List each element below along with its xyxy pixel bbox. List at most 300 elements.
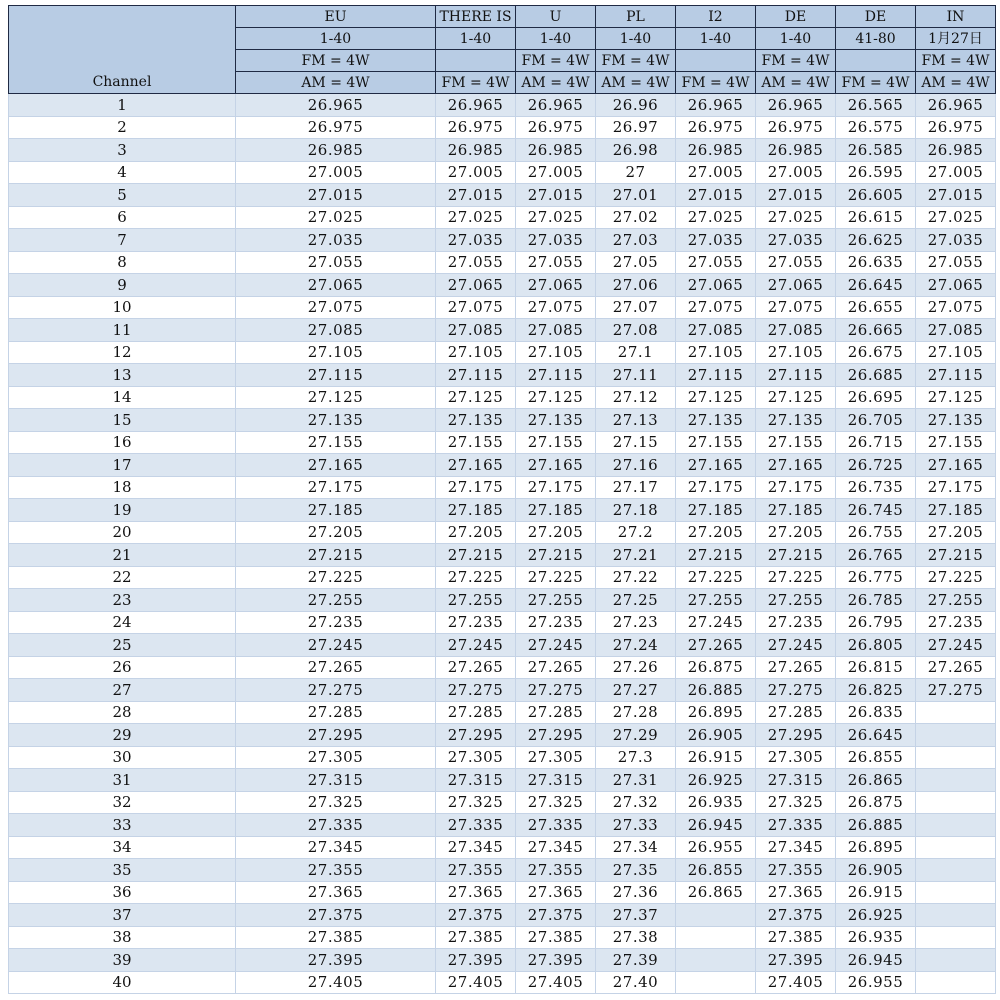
column-power-header-bottom: AM = 4W bbox=[596, 72, 676, 94]
frequency-cell: 26.595 bbox=[836, 161, 916, 184]
channel-number-cell: 37 bbox=[9, 904, 236, 927]
channel-number-cell: 18 bbox=[9, 476, 236, 499]
frequency-cell bbox=[916, 769, 996, 792]
column-range-header: 1-40 bbox=[236, 28, 436, 50]
frequency-cell: 27.035 bbox=[756, 229, 836, 252]
column-power-header-bottom: AM = 4W bbox=[516, 72, 596, 94]
channel-number-cell: 21 bbox=[9, 544, 236, 567]
frequency-cell: 27.385 bbox=[516, 926, 596, 949]
frequency-cell: 27.075 bbox=[436, 296, 516, 319]
frequency-cell: 27.025 bbox=[516, 206, 596, 229]
table-row bbox=[9, 431, 996, 454]
table-row bbox=[9, 949, 996, 972]
frequency-cell: 27.405 bbox=[516, 971, 596, 994]
frequency-cell: 27.365 bbox=[516, 881, 596, 904]
frequency-cell: 27.405 bbox=[436, 971, 516, 994]
frequency-cell: 27.035 bbox=[236, 229, 436, 252]
frequency-cell: 27.185 bbox=[676, 499, 756, 522]
column-region-header: EU bbox=[236, 6, 436, 28]
frequency-cell: 27.135 bbox=[916, 409, 996, 432]
frequency-cell: 27.345 bbox=[516, 836, 596, 859]
frequency-cell: 27.035 bbox=[916, 229, 996, 252]
frequency-cell: 27.315 bbox=[436, 769, 516, 792]
frequency-cell: 27.245 bbox=[236, 634, 436, 657]
frequency-cell: 27.275 bbox=[436, 679, 516, 702]
table-row bbox=[9, 409, 996, 432]
frequency-cell: 26.705 bbox=[836, 409, 916, 432]
frequency-cell: 27.23 bbox=[596, 611, 676, 634]
frequency-cell: 27.305 bbox=[756, 746, 836, 769]
frequency-cell: 26.835 bbox=[836, 701, 916, 724]
frequency-cell: 26.915 bbox=[836, 881, 916, 904]
frequency-cell bbox=[916, 926, 996, 949]
table-row bbox=[9, 229, 996, 252]
frequency-cell: 27.335 bbox=[756, 814, 836, 837]
frequency-cell: 26.915 bbox=[676, 746, 756, 769]
frequency-cell: 27.395 bbox=[236, 949, 436, 972]
frequency-cell: 27.355 bbox=[236, 859, 436, 882]
frequency-cell: 26.975 bbox=[756, 116, 836, 139]
frequency-cell bbox=[916, 881, 996, 904]
frequency-cell: 26.97 bbox=[596, 116, 676, 139]
table-row bbox=[9, 454, 996, 477]
column-range-header: 1-40 bbox=[516, 28, 596, 50]
channel-number-cell: 29 bbox=[9, 724, 236, 747]
table-row bbox=[9, 859, 996, 882]
frequency-cell: 27.265 bbox=[916, 656, 996, 679]
table-row bbox=[9, 791, 996, 814]
frequency-cell: 27.175 bbox=[516, 476, 596, 499]
frequency-cell: 27.36 bbox=[596, 881, 676, 904]
frequency-cell: 27.245 bbox=[916, 634, 996, 657]
frequency-cell: 27.235 bbox=[916, 611, 996, 634]
table-row bbox=[9, 656, 996, 679]
frequency-cell: 27.225 bbox=[436, 566, 516, 589]
header-row-region bbox=[9, 6, 996, 28]
frequency-cell: 27.11 bbox=[596, 364, 676, 387]
channel-number-cell: 4 bbox=[9, 161, 236, 184]
frequency-cell: 26.575 bbox=[836, 116, 916, 139]
channel-number-cell: 14 bbox=[9, 386, 236, 409]
frequency-cell bbox=[916, 701, 996, 724]
channel-number-cell: 34 bbox=[9, 836, 236, 859]
frequency-cell: 26.96 bbox=[596, 94, 676, 117]
frequency-cell: 27.215 bbox=[676, 544, 756, 567]
frequency-cell: 27.365 bbox=[756, 881, 836, 904]
frequency-cell: 26.855 bbox=[836, 746, 916, 769]
frequency-cell: 27.125 bbox=[436, 386, 516, 409]
column-power-header-top bbox=[676, 50, 756, 72]
table-row bbox=[9, 341, 996, 364]
frequency-cell: 27.225 bbox=[676, 566, 756, 589]
frequency-cell: 26.955 bbox=[676, 836, 756, 859]
frequency-cell: 26.895 bbox=[676, 701, 756, 724]
table-row bbox=[9, 386, 996, 409]
channel-number-cell: 28 bbox=[9, 701, 236, 724]
frequency-cell bbox=[916, 724, 996, 747]
frequency-cell: 27.005 bbox=[516, 161, 596, 184]
channel-number-cell: 30 bbox=[9, 746, 236, 769]
frequency-cell: 27.265 bbox=[436, 656, 516, 679]
frequency-cell: 27.31 bbox=[596, 769, 676, 792]
frequency-cell: 27.06 bbox=[596, 274, 676, 297]
frequency-cell: 27.305 bbox=[436, 746, 516, 769]
channel-column-header: Channel bbox=[9, 6, 236, 94]
frequency-cell: 27.12 bbox=[596, 386, 676, 409]
frequency-cell: 26.645 bbox=[836, 274, 916, 297]
column-range-header: 1-40 bbox=[596, 28, 676, 50]
frequency-cell: 27.055 bbox=[676, 251, 756, 274]
frequency-cell: 27.275 bbox=[756, 679, 836, 702]
frequency-cell: 27.235 bbox=[436, 611, 516, 634]
frequency-cell: 27.245 bbox=[516, 634, 596, 657]
frequency-cell: 26.675 bbox=[836, 341, 916, 364]
frequency-cell: 27.345 bbox=[236, 836, 436, 859]
frequency-cell: 26.975 bbox=[676, 116, 756, 139]
frequency-cell: 26.925 bbox=[836, 904, 916, 927]
table-header bbox=[9, 6, 996, 94]
frequency-cell: 27.205 bbox=[516, 521, 596, 544]
frequency-cell: 27.115 bbox=[756, 364, 836, 387]
table-row bbox=[9, 881, 996, 904]
frequency-cell: 26.985 bbox=[236, 139, 436, 162]
channel-number-cell: 6 bbox=[9, 206, 236, 229]
frequency-cell: 27.40 bbox=[596, 971, 676, 994]
table-row bbox=[9, 724, 996, 747]
table-row bbox=[9, 566, 996, 589]
frequency-cell: 26.695 bbox=[836, 386, 916, 409]
frequency-cell: 27.225 bbox=[916, 566, 996, 589]
table-row bbox=[9, 499, 996, 522]
column-power-header-top: FM = 4W bbox=[756, 50, 836, 72]
frequency-cell: 27.015 bbox=[516, 184, 596, 207]
column-range-header: 1-40 bbox=[756, 28, 836, 50]
frequency-cell: 26.655 bbox=[836, 296, 916, 319]
column-region-header: U bbox=[516, 6, 596, 28]
frequency-cell: 27.085 bbox=[916, 319, 996, 342]
frequency-cell bbox=[916, 791, 996, 814]
frequency-cell: 27.015 bbox=[236, 184, 436, 207]
frequency-cell: 26.605 bbox=[836, 184, 916, 207]
frequency-cell: 27.08 bbox=[596, 319, 676, 342]
frequency-cell: 27.085 bbox=[436, 319, 516, 342]
frequency-cell: 27.21 bbox=[596, 544, 676, 567]
frequency-cell: 27.105 bbox=[236, 341, 436, 364]
channel-number-cell: 10 bbox=[9, 296, 236, 319]
frequency-cell: 27.125 bbox=[516, 386, 596, 409]
frequency-cell: 27.065 bbox=[236, 274, 436, 297]
frequency-cell: 27.185 bbox=[756, 499, 836, 522]
frequency-cell: 27.33 bbox=[596, 814, 676, 837]
frequency-cell: 27.085 bbox=[676, 319, 756, 342]
frequency-cell: 27.225 bbox=[516, 566, 596, 589]
frequency-cell: 27.135 bbox=[676, 409, 756, 432]
frequency-cell: 27.285 bbox=[436, 701, 516, 724]
frequency-cell: 27 bbox=[596, 161, 676, 184]
column-power-header-top bbox=[436, 50, 516, 72]
frequency-cell: 27.245 bbox=[436, 634, 516, 657]
frequency-cell: 27.275 bbox=[236, 679, 436, 702]
frequency-cell: 27.34 bbox=[596, 836, 676, 859]
column-region-header: DE bbox=[756, 6, 836, 28]
frequency-cell: 27.035 bbox=[436, 229, 516, 252]
frequency-cell: 27.255 bbox=[236, 589, 436, 612]
channel-number-cell: 15 bbox=[9, 409, 236, 432]
frequency-cell: 26.985 bbox=[756, 139, 836, 162]
frequency-cell: 27.065 bbox=[436, 274, 516, 297]
frequency-cell: 27.37 bbox=[596, 904, 676, 927]
column-power-header-top: FM = 4W bbox=[916, 50, 996, 72]
frequency-cell: 26.965 bbox=[436, 94, 516, 117]
channel-number-cell: 20 bbox=[9, 521, 236, 544]
frequency-cell: 26.865 bbox=[676, 881, 756, 904]
frequency-cell: 27.265 bbox=[676, 634, 756, 657]
table-row bbox=[9, 139, 996, 162]
frequency-cell: 27.085 bbox=[236, 319, 436, 342]
frequency-cell: 26.985 bbox=[516, 139, 596, 162]
table-row bbox=[9, 971, 996, 994]
frequency-cell: 27.265 bbox=[236, 656, 436, 679]
frequency-cell: 27.085 bbox=[516, 319, 596, 342]
frequency-cell: 27.155 bbox=[756, 431, 836, 454]
frequency-cell: 26.965 bbox=[676, 94, 756, 117]
frequency-cell: 27.2 bbox=[596, 521, 676, 544]
frequency-cell: 26.825 bbox=[836, 679, 916, 702]
frequency-cell: 27.165 bbox=[236, 454, 436, 477]
frequency-cell: 27.005 bbox=[676, 161, 756, 184]
frequency-cell: 27.065 bbox=[676, 274, 756, 297]
frequency-cell: 27.245 bbox=[756, 634, 836, 657]
frequency-cell: 27.26 bbox=[596, 656, 676, 679]
frequency-cell: 26.805 bbox=[836, 634, 916, 657]
frequency-cell: 27.105 bbox=[436, 341, 516, 364]
column-range-header: 1月27日 bbox=[916, 28, 996, 50]
frequency-cell: 27.355 bbox=[436, 859, 516, 882]
frequency-cell: 27.255 bbox=[676, 589, 756, 612]
frequency-cell bbox=[676, 949, 756, 972]
column-power-header-bottom: FM = 4W bbox=[676, 72, 756, 94]
table-row bbox=[9, 319, 996, 342]
frequency-cell: 26.585 bbox=[836, 139, 916, 162]
frequency-cell: 27.155 bbox=[916, 431, 996, 454]
column-power-header-bottom: AM = 4W bbox=[916, 72, 996, 94]
frequency-cell: 27.395 bbox=[436, 949, 516, 972]
frequency-cell: 26.975 bbox=[236, 116, 436, 139]
frequency-cell: 27.235 bbox=[756, 611, 836, 634]
frequency-cell: 27.175 bbox=[676, 476, 756, 499]
frequency-cell: 27.115 bbox=[236, 364, 436, 387]
frequency-cell: 26.905 bbox=[676, 724, 756, 747]
frequency-cell: 26.965 bbox=[916, 94, 996, 117]
channel-number-cell: 38 bbox=[9, 926, 236, 949]
table-body bbox=[9, 94, 996, 994]
channel-number-cell: 5 bbox=[9, 184, 236, 207]
frequency-cell: 27.335 bbox=[436, 814, 516, 837]
frequency-cell: 27.07 bbox=[596, 296, 676, 319]
frequency-cell: 27.13 bbox=[596, 409, 676, 432]
frequency-cell: 26.955 bbox=[836, 971, 916, 994]
frequency-cell bbox=[916, 814, 996, 837]
frequency-cell: 27.275 bbox=[916, 679, 996, 702]
frequency-cell: 27.025 bbox=[676, 206, 756, 229]
frequency-cell: 27.375 bbox=[436, 904, 516, 927]
column-power-header-top: FM = 4W bbox=[236, 50, 436, 72]
channel-number-cell: 31 bbox=[9, 769, 236, 792]
frequency-cell: 26.725 bbox=[836, 454, 916, 477]
frequency-cell: 27.105 bbox=[756, 341, 836, 364]
frequency-cell: 27.165 bbox=[916, 454, 996, 477]
frequency-cell: 26.875 bbox=[676, 656, 756, 679]
frequency-cell: 27.1 bbox=[596, 341, 676, 364]
frequency-cell: 27.025 bbox=[436, 206, 516, 229]
frequency-cell: 27.405 bbox=[756, 971, 836, 994]
table-row bbox=[9, 521, 996, 544]
frequency-cell: 27.215 bbox=[756, 544, 836, 567]
column-region-header: DE bbox=[836, 6, 916, 28]
frequency-cell bbox=[676, 926, 756, 949]
channel-number-cell: 11 bbox=[9, 319, 236, 342]
frequency-cell: 27.325 bbox=[236, 791, 436, 814]
frequency-cell: 27.355 bbox=[756, 859, 836, 882]
frequency-cell: 27.235 bbox=[516, 611, 596, 634]
channel-number-cell: 33 bbox=[9, 814, 236, 837]
frequency-table-container bbox=[8, 5, 996, 994]
channel-number-cell: 32 bbox=[9, 791, 236, 814]
frequency-cell: 26.565 bbox=[836, 94, 916, 117]
frequency-cell: 26.935 bbox=[676, 791, 756, 814]
frequency-cell: 27.115 bbox=[916, 364, 996, 387]
frequency-cell: 26.735 bbox=[836, 476, 916, 499]
frequency-cell: 27.305 bbox=[236, 746, 436, 769]
frequency-cell bbox=[916, 746, 996, 769]
frequency-cell: 27.375 bbox=[756, 904, 836, 927]
frequency-cell: 27.155 bbox=[236, 431, 436, 454]
frequency-cell: 27.385 bbox=[436, 926, 516, 949]
frequency-cell: 27.075 bbox=[236, 296, 436, 319]
frequency-cell: 27.215 bbox=[236, 544, 436, 567]
frequency-cell: 27.155 bbox=[436, 431, 516, 454]
channel-frequency-table bbox=[8, 5, 996, 994]
channel-number-cell: 8 bbox=[9, 251, 236, 274]
table-row bbox=[9, 836, 996, 859]
frequency-cell: 27.065 bbox=[756, 274, 836, 297]
frequency-cell: 27.055 bbox=[516, 251, 596, 274]
channel-number-cell: 19 bbox=[9, 499, 236, 522]
frequency-cell: 27.255 bbox=[756, 589, 836, 612]
frequency-cell: 27.385 bbox=[756, 926, 836, 949]
column-power-header-bottom: FM = 4W bbox=[436, 72, 516, 94]
frequency-cell: 27.335 bbox=[236, 814, 436, 837]
frequency-cell: 27.235 bbox=[236, 611, 436, 634]
frequency-cell: 26.685 bbox=[836, 364, 916, 387]
channel-number-cell: 26 bbox=[9, 656, 236, 679]
frequency-cell: 26.865 bbox=[836, 769, 916, 792]
frequency-cell: 27.35 bbox=[596, 859, 676, 882]
frequency-cell: 27.365 bbox=[436, 881, 516, 904]
frequency-cell: 27.125 bbox=[756, 386, 836, 409]
frequency-cell: 27.205 bbox=[916, 521, 996, 544]
frequency-cell: 27.27 bbox=[596, 679, 676, 702]
frequency-cell: 27.225 bbox=[236, 566, 436, 589]
frequency-cell: 27.105 bbox=[676, 341, 756, 364]
frequency-cell: 26.645 bbox=[836, 724, 916, 747]
frequency-cell: 27.255 bbox=[516, 589, 596, 612]
frequency-cell: 27.155 bbox=[516, 431, 596, 454]
frequency-cell: 27.185 bbox=[436, 499, 516, 522]
channel-number-cell: 16 bbox=[9, 431, 236, 454]
frequency-cell: 26.985 bbox=[676, 139, 756, 162]
table-row bbox=[9, 296, 996, 319]
table-row bbox=[9, 926, 996, 949]
frequency-cell bbox=[676, 971, 756, 994]
frequency-cell: 27.205 bbox=[236, 521, 436, 544]
frequency-cell: 27.165 bbox=[516, 454, 596, 477]
frequency-cell: 27.165 bbox=[676, 454, 756, 477]
frequency-cell: 27.275 bbox=[516, 679, 596, 702]
column-power-header-bottom: AM = 4W bbox=[236, 72, 436, 94]
frequency-cell: 26.98 bbox=[596, 139, 676, 162]
column-range-header: 41-80 bbox=[836, 28, 916, 50]
frequency-cell: 27.135 bbox=[436, 409, 516, 432]
frequency-cell: 27.01 bbox=[596, 184, 676, 207]
frequency-cell: 27.115 bbox=[436, 364, 516, 387]
frequency-cell: 27.405 bbox=[236, 971, 436, 994]
channel-number-cell: 39 bbox=[9, 949, 236, 972]
frequency-cell: 26.985 bbox=[916, 139, 996, 162]
frequency-cell: 27.175 bbox=[436, 476, 516, 499]
channel-number-cell: 3 bbox=[9, 139, 236, 162]
frequency-cell: 26.715 bbox=[836, 431, 916, 454]
frequency-cell: 27.345 bbox=[756, 836, 836, 859]
frequency-cell: 26.765 bbox=[836, 544, 916, 567]
frequency-cell: 26.615 bbox=[836, 206, 916, 229]
channel-number-cell: 17 bbox=[9, 454, 236, 477]
column-power-header-bottom: AM = 4W bbox=[756, 72, 836, 94]
frequency-cell: 27.055 bbox=[436, 251, 516, 274]
frequency-cell: 26.785 bbox=[836, 589, 916, 612]
frequency-cell: 27.055 bbox=[756, 251, 836, 274]
frequency-cell: 26.945 bbox=[676, 814, 756, 837]
frequency-cell: 27.215 bbox=[436, 544, 516, 567]
frequency-cell: 27.075 bbox=[516, 296, 596, 319]
frequency-cell: 26.965 bbox=[756, 94, 836, 117]
frequency-cell: 27.005 bbox=[236, 161, 436, 184]
frequency-cell: 26.745 bbox=[836, 499, 916, 522]
frequency-cell: 27.205 bbox=[756, 521, 836, 544]
frequency-cell: 27.075 bbox=[756, 296, 836, 319]
frequency-cell: 27.295 bbox=[236, 724, 436, 747]
frequency-cell: 27.075 bbox=[676, 296, 756, 319]
channel-number-cell: 9 bbox=[9, 274, 236, 297]
column-power-header-bottom: FM = 4W bbox=[836, 72, 916, 94]
frequency-cell: 26.665 bbox=[836, 319, 916, 342]
frequency-cell: 27.03 bbox=[596, 229, 676, 252]
frequency-cell: 26.795 bbox=[836, 611, 916, 634]
channel-number-cell: 36 bbox=[9, 881, 236, 904]
frequency-cell: 26.885 bbox=[836, 814, 916, 837]
channel-number-cell: 13 bbox=[9, 364, 236, 387]
frequency-cell: 27.155 bbox=[676, 431, 756, 454]
frequency-cell: 27.225 bbox=[756, 566, 836, 589]
frequency-cell: 27.325 bbox=[436, 791, 516, 814]
column-power-header-top: FM = 4W bbox=[516, 50, 596, 72]
frequency-cell: 27.125 bbox=[916, 386, 996, 409]
frequency-cell: 27.335 bbox=[516, 814, 596, 837]
frequency-cell: 27.005 bbox=[436, 161, 516, 184]
frequency-cell: 26.625 bbox=[836, 229, 916, 252]
table-row bbox=[9, 679, 996, 702]
frequency-cell: 26.635 bbox=[836, 251, 916, 274]
